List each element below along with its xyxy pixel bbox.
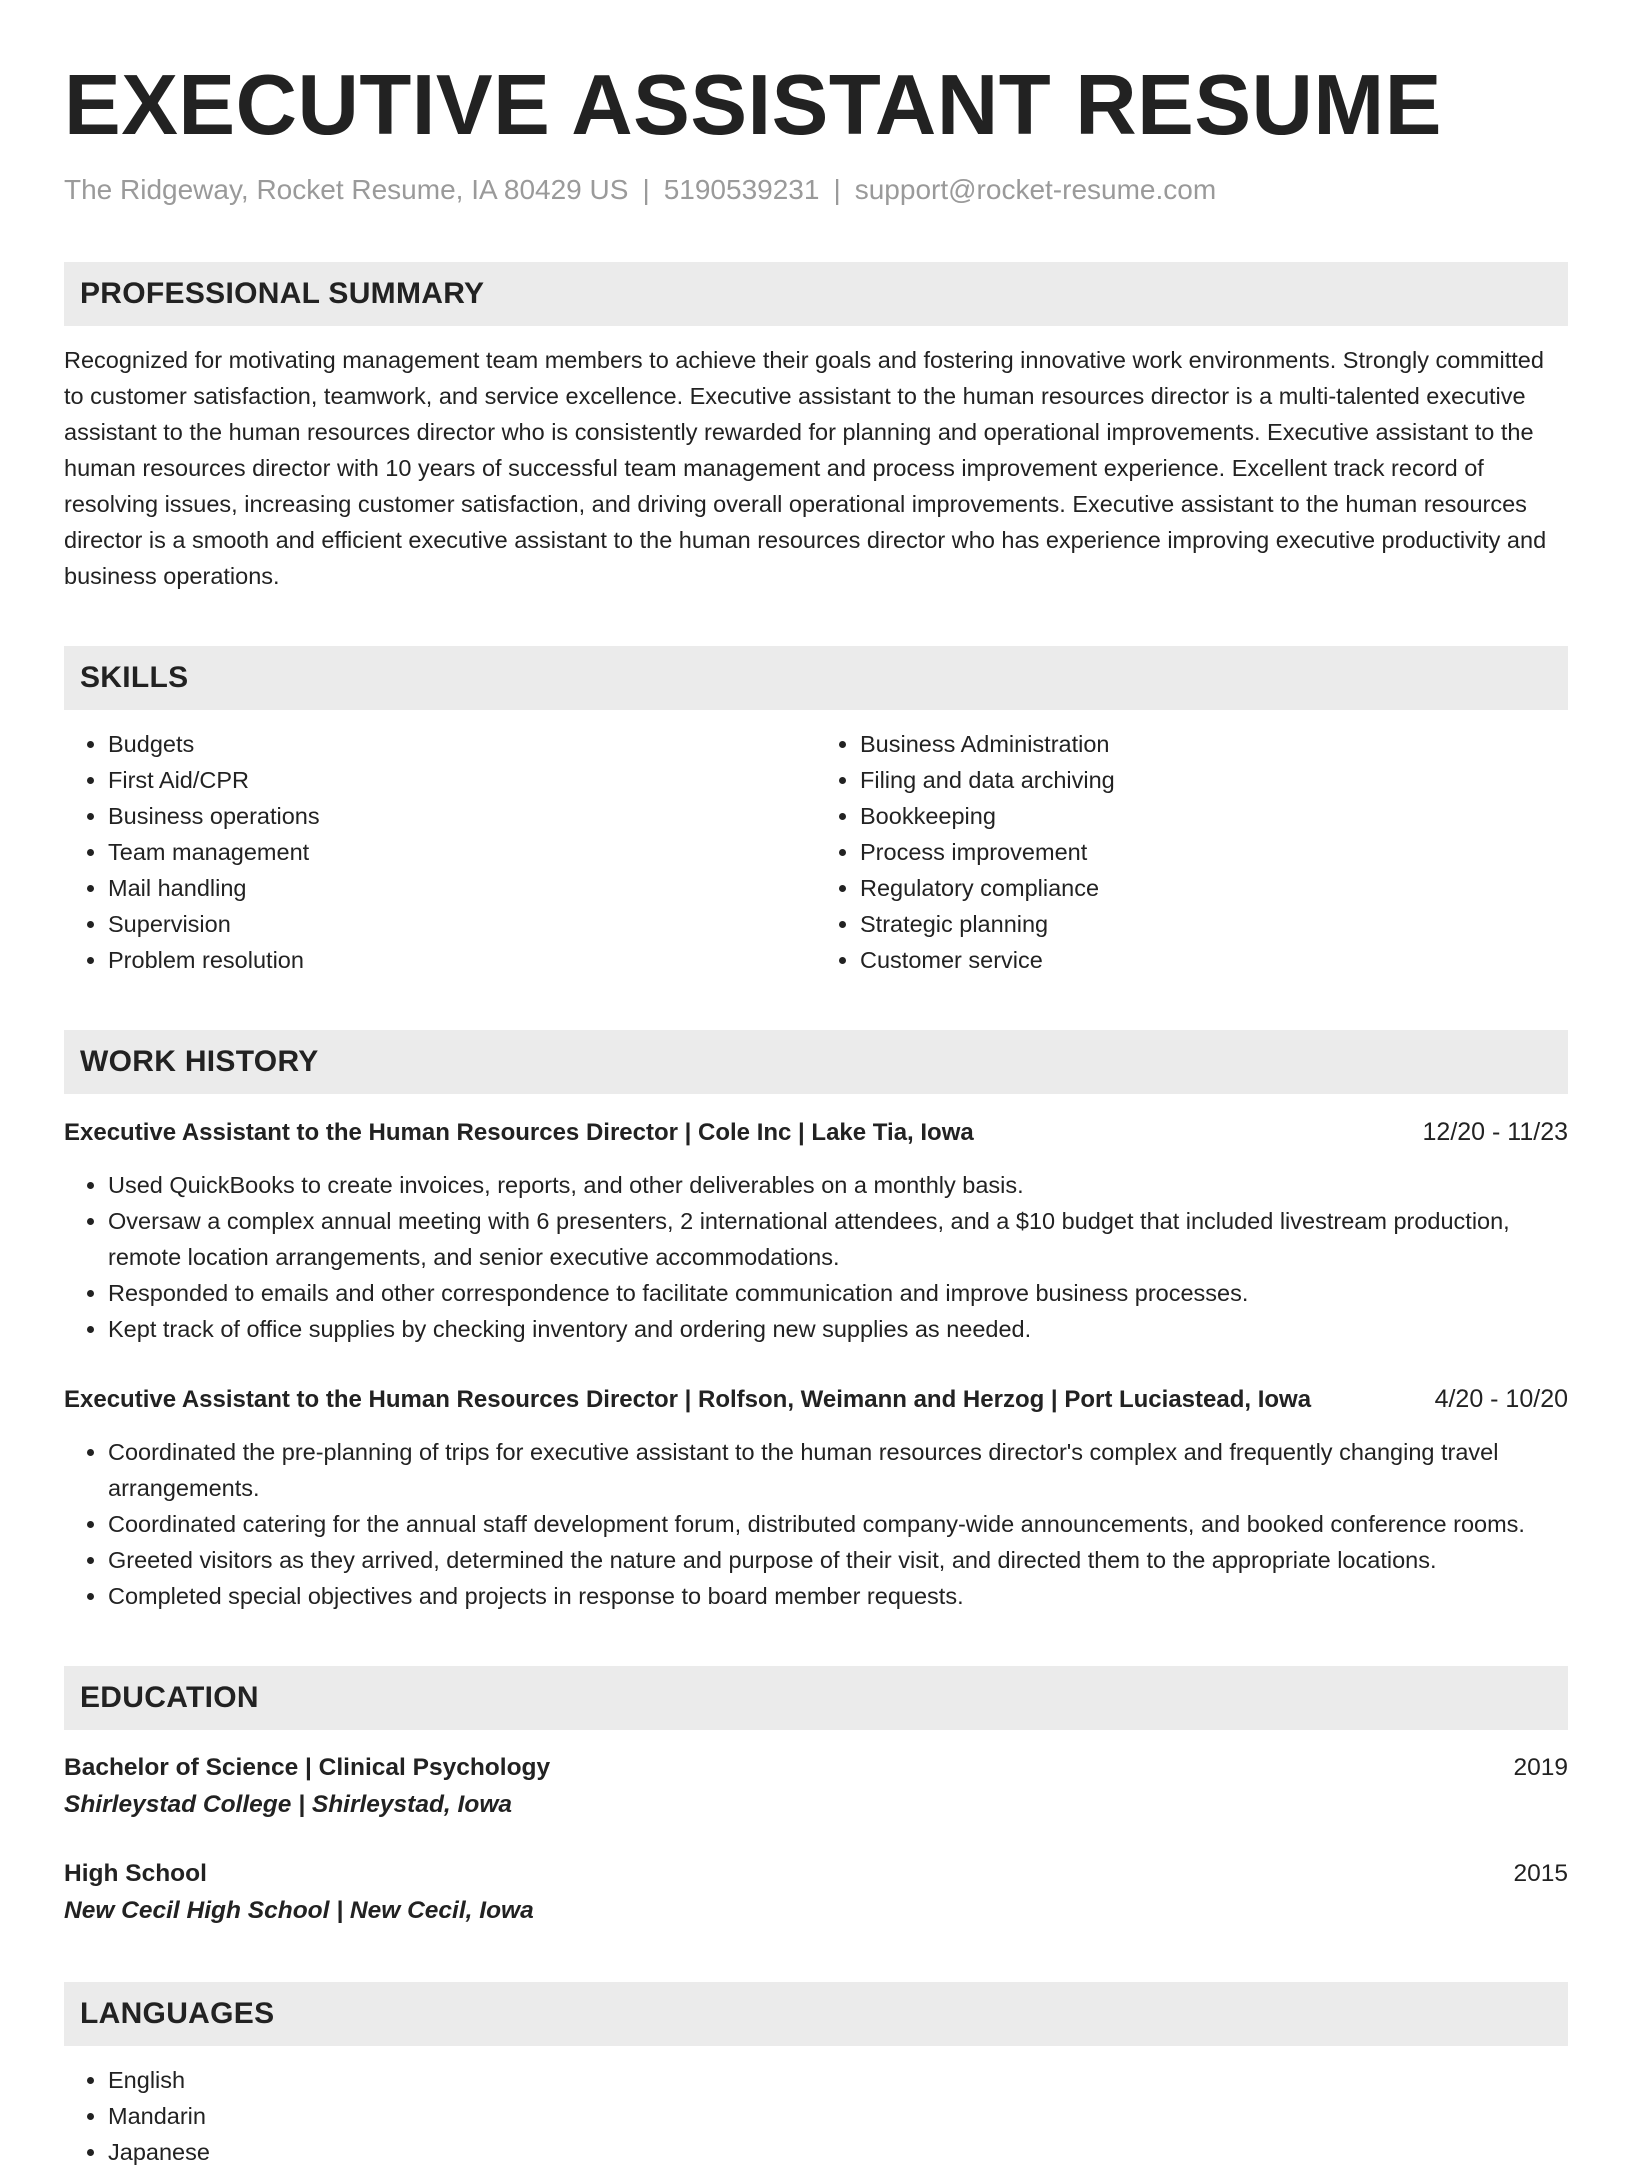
education-year: 2015: [1513, 1860, 1568, 1887]
job-title: Executive Assistant to the Human Resources Director | Rolfson, Weimann and Herzog | Port Luciastead, Iowa: [64, 1386, 1312, 1413]
education-header: [64, 1856, 1568, 1892]
language-item: • Japanese: [108, 2134, 1568, 2170]
skills-columns: [64, 726, 1568, 978]
work-history-section: [64, 1030, 1568, 1614]
job-bullet: • Greeted visitors as they arrived, determined the nature and purpose of their visit, and directed them to the appropriate locations.: [108, 1542, 1568, 1578]
skills-list-right: [816, 726, 1568, 978]
job-title: Executive Assistant to the Human Resources Director | Cole Inc | Lake Tia, Iowa: [64, 1119, 974, 1146]
contact-address: The Ridgeway, Rocket Resume, IA 80429 US: [64, 174, 629, 205]
skill-item: • Budgets: [108, 726, 816, 762]
job-header: [64, 1381, 1568, 1418]
job-bullet: • Used QuickBooks to create invoices, reports, and other deliverables on a monthly basis.: [108, 1167, 1568, 1203]
skill-item: • Supervision: [108, 906, 816, 942]
language-item: • Mandarin: [108, 2098, 1568, 2134]
skill-item: • Process improvement: [860, 834, 1568, 870]
language-item: • English: [108, 2062, 1568, 2098]
skills-list-left: [64, 726, 816, 978]
skill-item: • Regulatory compliance: [860, 870, 1568, 906]
contact-separator: |: [642, 174, 650, 205]
job-dates: 4/20 - 10/20: [1434, 1385, 1568, 1413]
education-entry: [64, 1750, 1568, 1824]
job-bullet: • Kept track of office supplies by checking inventory and ordering new supplies as needed.: [108, 1311, 1568, 1347]
job-bullet: • Oversaw a complex annual meeting with 6 presenters, 2 international attendees, and a $10 budget that included livestream production, remote location arrangements, and senior executive accommodations.: [108, 1203, 1568, 1275]
job-bullet: • Responded to emails and other correspondence to facilitate communication and improve business processes.: [108, 1275, 1568, 1311]
skill-item: • Business Administration: [860, 726, 1568, 762]
contact-email: support@rocket-resume.com: [854, 174, 1217, 205]
skill-item: • Mail handling: [108, 870, 816, 906]
skill-item: • Filing and data archiving: [860, 762, 1568, 798]
job-dates: 12/20 - 11/23: [1422, 1118, 1568, 1146]
job-bullets: [64, 1434, 1568, 1614]
education-section: [64, 1666, 1568, 1930]
contact-phone: 5190539231: [663, 174, 820, 205]
skills-heading: SKILLS: [64, 646, 1568, 710]
education-school: New Cecil High School | New Cecil, Iowa: [64, 1897, 534, 1924]
skill-item: • Customer service: [860, 942, 1568, 978]
job-bullet: • Completed special objectives and projects in response to board member requests.: [108, 1578, 1568, 1614]
job-entry: [64, 1114, 1568, 1347]
contact-line: [64, 172, 1568, 208]
job-bullets: [64, 1167, 1568, 1347]
contact-separator: |: [833, 174, 841, 205]
skill-item: • Business operations: [108, 798, 816, 834]
skill-item: • Problem resolution: [108, 942, 816, 978]
languages-list: [64, 2062, 1568, 2170]
education-entry: [64, 1856, 1568, 1930]
education-year: 2019: [1513, 1754, 1568, 1781]
job-bullet: • Coordinated the pre-planning of trips for executive assistant to the human resources director's complex and frequently changing travel arrangements.: [108, 1434, 1568, 1506]
education-degree: Bachelor of Science | Clinical Psychology: [64, 1754, 551, 1781]
education-header: [64, 1750, 1568, 1786]
education-school: Shirleystad College | Shirleystad, Iowa: [64, 1791, 512, 1818]
job-bullet: • Coordinated catering for the annual staff development forum, distributed company-wide announcements, and booked conference rooms.: [108, 1506, 1568, 1542]
skill-item: • Bookkeeping: [860, 798, 1568, 834]
resume-title: EXECUTIVE ASSISTANT RESUME: [64, 58, 1442, 153]
education-degree: High School: [64, 1860, 207, 1887]
job-header: [64, 1114, 1568, 1151]
education-heading: EDUCATION: [64, 1666, 1568, 1730]
work-history-heading: WORK HISTORY: [64, 1030, 1568, 1094]
skill-item: • First Aid/CPR: [108, 762, 816, 798]
job-entry: [64, 1381, 1568, 1614]
summary-section: [64, 262, 1568, 594]
languages-heading: LANGUAGES: [64, 1982, 1568, 2046]
skill-item: • Strategic planning: [860, 906, 1568, 942]
summary-heading: PROFESSIONAL SUMMARY: [64, 262, 1568, 326]
skill-item: • Team management: [108, 834, 816, 870]
skills-section: [64, 646, 1568, 978]
summary-text: Recognized for motivating management team members to achieve their goals and fostering innovative work environments. Strongly committed to customer satisfaction, teamwork, and service excellence. Executive assistant to the human resources director is a multi-talented executive assistant to the human resources director who is consistently rewarded for planning and operational improvements. Executive assistant to the human resources director with 10 years of successful team management and process improvement experience. Excellent track record of resolving issues, increasing customer satisfaction, and driving overall operational improvements. Executive assistant to the human resources director is a smooth and efficient executive assistant to the human resources director who has experience improving executive productivity and business operations.: [64, 347, 1547, 589]
languages-section: [64, 1982, 1568, 2170]
